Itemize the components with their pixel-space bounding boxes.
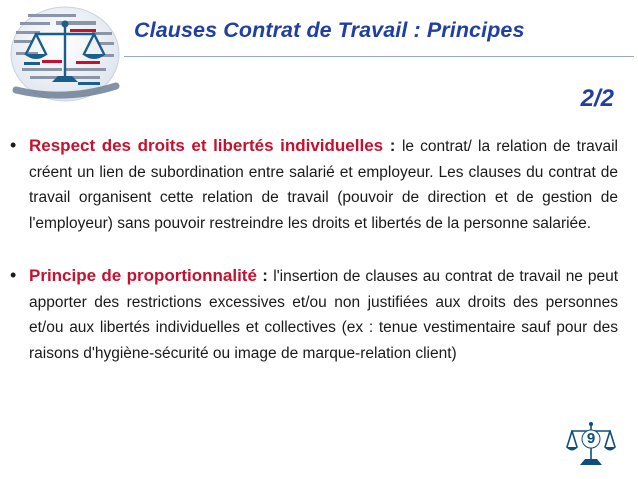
logo-scale-word-cloud <box>6 2 124 104</box>
bullet-respect-droits <box>10 133 618 236</box>
slide-number: 9 <box>586 430 596 447</box>
bullet-dot-icon: • <box>10 135 17 155</box>
slide-title: Clauses Contrat de Travail : Principes <box>134 18 525 42</box>
bullet-heading: Principe de proportionnalité <box>29 266 257 285</box>
bullet-list <box>10 133 618 366</box>
bullet-proportionnalite <box>10 263 618 366</box>
bullet-body: le contrat/ la relation de travail créent un lien de subordination entre salarié et employeur. Les clauses du contrat de travail organisent cette relation de travail (pouvoir de direction et de gestion de l'employeur) sans pouvoir restreindre les droits et libertés de la personne salariée. <box>29 138 618 232</box>
page-indicator: 2/2 <box>580 85 614 112</box>
bullet-separator: : <box>256 266 274 285</box>
bullet-body: l'insertion de clauses au contrat de travail ne peut apporter des restrictions excessives et/ou non justifiées aux droits des personnes et/ou aux libertés individuelles et collectives (ex : tenue vestimentaire sauf pour des raisons d'hygiène-sécurité ou image de marque-relation client) <box>29 268 619 362</box>
title-divider <box>124 56 634 57</box>
bullet-heading: Respect des droits et libertés individuelles <box>29 136 384 155</box>
bullet-dot-icon: • <box>10 265 17 285</box>
bullet-separator: : <box>383 136 402 155</box>
slide-number-badge <box>564 419 618 469</box>
